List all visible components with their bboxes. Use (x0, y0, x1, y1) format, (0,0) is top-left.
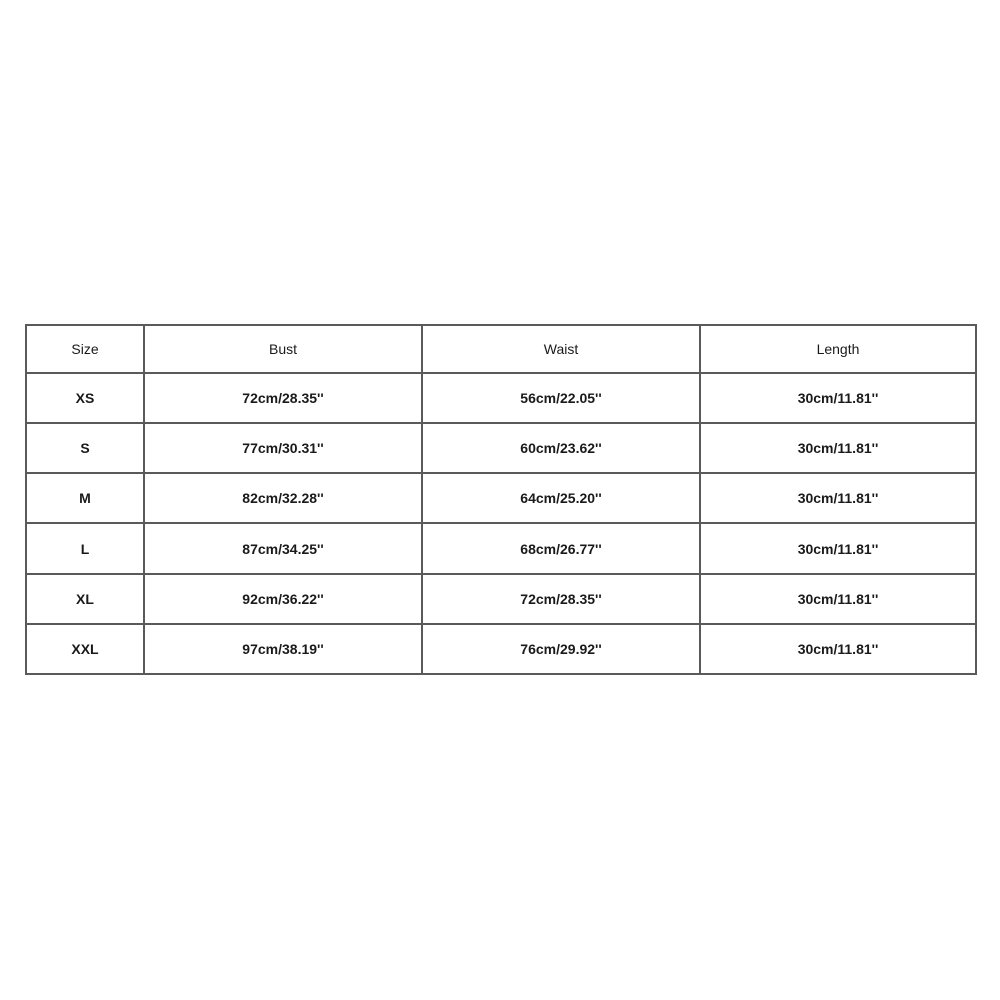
bust-cell: 77cm/30.31'' (144, 423, 422, 473)
length-cell: 30cm/11.81'' (700, 373, 976, 423)
waist-cell: 60cm/23.62'' (422, 423, 700, 473)
size-cell: M (26, 473, 144, 523)
waist-cell: 56cm/22.05'' (422, 373, 700, 423)
table-row (26, 574, 976, 624)
bust-cell: 82cm/32.28'' (144, 473, 422, 523)
bust-cell: 92cm/36.22'' (144, 574, 422, 624)
table-row (26, 423, 976, 473)
table-row (26, 523, 976, 573)
table-header-row (26, 325, 976, 373)
waist-cell: 76cm/29.92'' (422, 624, 700, 674)
header-waist: Waist (422, 325, 700, 373)
size-cell: XL (26, 574, 144, 624)
table-row (26, 373, 976, 423)
waist-cell: 64cm/25.20'' (422, 473, 700, 523)
length-cell: 30cm/11.81'' (700, 574, 976, 624)
size-cell: L (26, 523, 144, 573)
header-length: Length (700, 325, 976, 373)
length-cell: 30cm/11.81'' (700, 473, 976, 523)
bust-cell: 72cm/28.35'' (144, 373, 422, 423)
size-cell: XXL (26, 624, 144, 674)
size-cell: XS (26, 373, 144, 423)
header-size: Size (26, 325, 144, 373)
length-cell: 30cm/11.81'' (700, 624, 976, 674)
length-cell: 30cm/11.81'' (700, 523, 976, 573)
waist-cell: 72cm/28.35'' (422, 574, 700, 624)
bust-cell: 97cm/38.19'' (144, 624, 422, 674)
bust-cell: 87cm/34.25'' (144, 523, 422, 573)
table-row (26, 624, 976, 674)
waist-cell: 68cm/26.77'' (422, 523, 700, 573)
header-bust: Bust (144, 325, 422, 373)
size-chart-table (25, 324, 977, 675)
table-row (26, 473, 976, 523)
length-cell: 30cm/11.81'' (700, 423, 976, 473)
size-cell: S (26, 423, 144, 473)
